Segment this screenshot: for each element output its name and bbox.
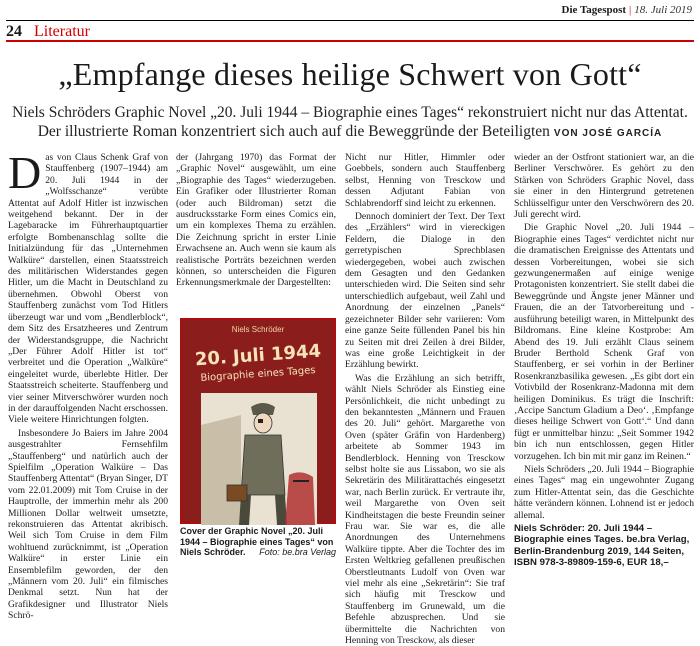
book-cover-image: [180, 318, 336, 524]
officer-uniform: [241, 435, 285, 495]
masthead-separator: |: [629, 4, 632, 16]
cover-illustration: [181, 385, 337, 525]
briefcase: [227, 485, 247, 501]
building-shadow: [201, 415, 241, 525]
paragraph: [8, 147, 168, 426]
section-name: Literatur: [34, 23, 90, 40]
paragraph: Nicht nur Hitler, Himmler oder Goebbels, sondern auch Stauffenberg selbst, Henning von Tresckow und dessen Adjutant Fabian von Schlabrendorff sind leicht zu erkennen.: [345, 152, 505, 209]
photo-credit: Foto: be.bra Verlag: [259, 547, 336, 557]
subhead-line-2-text: Der illustrierte Roman konzentriert sich auch auf die Beweggründe der Beteiligten: [37, 123, 550, 140]
subhead-line-1: Niels Schröders Graphic Novel „20. Juli 1944 – Biographie eines Tages“ rekonstruiert nicht nur das Attentat.: [12, 104, 688, 121]
paragraph-text: as von Claus Schenk Graf von Stauffenberg (1907–1944) am 20. Juli 1944 in der „Wolfsschanze“ verübte Attentat auf Adolf Hitler ist inzwischen weitgehend bekannt. Der in der Lagebaracke im Führerhauptquartier erfolgte Bombenanschlag sollte die Initialzündung für das „Unternehmen Walküre“ darstellen, einen Staatsstreich des militärischen Widerstandes gegen Hitler, um die Macht in Deutschland zu übernehmen. Obwohl Oberst von Stauffenberg zunächst vom Tod Hitlers überzeugt war und vom „Bendlerblock“, dem Sitz des Ersatzheeres und Zentrum der Widerstandsgruppe, die Nachricht „Der Führer Adolf Hitler ist tot“ verbreitet und die Operation „Walküre“ eingeleitet wurde, überlebte Hitler. Der Staatsstreich scheiterte. Stauffenberg und vier seiner Mitverschwörer wurden noch in der darauffolgenden Nacht erschossen. Viele weitere Hinrichtungen folgten.: [8, 152, 168, 426]
caption-text: Cover der Graphic Novel „20. Juli 1944 – Biographie eines Tages“ von Niels Schröder.: [180, 526, 334, 557]
cover-author: Niels Schröder: [231, 325, 285, 334]
paragraph: der (Jahrgang 1970) das Format der „Graphic Novel“ ausgewählt, um eine „Biographie des Tages“ wiederzugeben. Ein Grafiker oder Illustrierter Roman (oder auch Bildroman) setzt die ausdrucksstarke Form eines Comics ein, um ein komplexes Thema zu erzählen. Die Zeichnung spricht in erster Linie Erwachsene an. Auch wenn sie kaum als realistische Porträts bezeichnen werden können, so unterscheiden die Figuren Erkennungsmerkmale der Dargestellten:: [176, 152, 336, 289]
drop-cap: D: [8, 147, 42, 198]
paragraph: Die Graphic Novel „20. Juli 1944 – Biographie eines Tages“ verdichtet nicht nur die dramatischen Ereignisse des Attentats und dessen Vorbereitungen, wobei sie sich gezwungenermaßen auf einige wenige Protagonisten konzentriert. Sie stellt dabei die Beweggründe und Ängste jener Männer und Frauen, die an der Tatvorbereitung und -ausführung beteiligt waren, in Mittelpunkt des Bildromans. Eine kleine Kostprobe: Am Abend des 19. Juli erzählt Claus seinem Bruder Berthold Schenk Graf von Stauffenberg, er sei vorhin in der Berliner Rosenkranzbasilika gewesen. „Es gibt dort ein Votivbild der Rosenkranz-Madonna mit dem heiligen Dominikus. Es trägt die Inschrift: ‚Accipe Sanctum Gladium a Deo‘. ‚Empfange dieses heilige Schwert von Gott‘.“ Und dann fügt er unmittelbar hinzu: „Seit Sommer 1942 bin ich nun entschlossen, gegen Hitler vorzugehen. Ich bin mit mir ganz im Reinen.“: [514, 222, 694, 462]
article-subhead: [0, 103, 700, 143]
image-caption: [180, 526, 336, 558]
cover-subtitle: Biographie eines Tages: [200, 364, 316, 385]
issue-date: 18. Juli 2019: [634, 4, 692, 16]
paragraph: wieder an der Ostfront stationiert war, an die Berliner Verschwörer. Es gehört zu den Stärken von Schröders Graphic Novel, dass sie einer in den Hintergrund getretenen Schlüsselfigur unter den Verschwörern des 20. Juli gerecht wird.: [514, 152, 694, 221]
article-column-1: [8, 147, 168, 622]
masthead: [562, 4, 692, 16]
section-rubric: [6, 20, 694, 42]
cover-title: 20. Juli 1944: [194, 340, 322, 371]
byline: VON JOSÉ GARCÍA: [553, 128, 663, 139]
paragraph: Dennoch dominiert der Text. Der Text des „Erzählers“ wird in viereckigen Feldern, die Dialoge in den gerretypischen Sprechblasen wiedergegeben, wobei auch zwischen dem Gesagten und den Gedanken unterschieden wird. Die Seiten sind sehr unterschiedlich aufgebaut, weil Zahl und Anordnung der einzelnen „Panels“ gezeichneter Bilder sehr variieren: Vom eine ganze Seite füllenden Panel bis hin zu Seiten mit drei Zeilen à drei Bilder, was eine große Leichtigkeit in der Erzählung bewirkt.: [345, 211, 505, 371]
article-headline: „Empfange dieses heilige Schwert von Gott“: [58, 56, 642, 92]
eye-patch: [258, 419, 263, 423]
article-column-4: [514, 152, 694, 569]
article-column-2: [176, 152, 336, 314]
book-info-box: Niels Schröder: 20. Juli 1944 – Biographie eines Tages. be.bra Verlag, Berlin-Brandenburg 2019, 144 Seiten, ISBN 978-3-89809-159-6, EUR 18,–: [514, 523, 690, 569]
publication-name: Die Tagespost: [561, 4, 627, 16]
article-column-3: [345, 152, 505, 646]
paragraph: Niels Schröders „20. Juli 1944 – Biographie eines Tages“ mag ein ungewohnter Zugang zum Hitler-Attentat sein, das die Geschichte hätte verändern können. Lohnend ist er jedoch allemal.: [514, 463, 694, 521]
paragraph: Insbesondere Jo Baiers im Jahre 2004 ausgestrahlter Fernsehfilm „Stauffenberg“ und natürlich auch der Spielfilm „Operation Walküre – Das Stauffenberg Attentat“ (Bryan Singer, DT vom 22.01.2009) mit Tom Cruise in der Hauptrolle, der immerhin mehr als 200 Millionen Dollar weltweit umsetzte, rekonstruieren das Attentat akribisch. Weil sich Tom Cruise in dem Film wohltuend zurücknimmt, ist „Operation Walküre“ in erster Linie ein Ensemblefilm geworden, der den „Männern vom 20. Juli“ ein filmisches Denkmal setzt. Nun hat der Grafikdesigner und Illustrator Niels Schrö-: [8, 427, 168, 622]
paragraph: Was die Erzählung an sich betrifft, wählt Niels Schröder als Einstieg eine Persönlichkeit, die nicht unbedingt zu den bekanntesten „Männern und Frauen des 20. Juli“ gehört. Margarethe von Oven (später Gräfin von Hardenberg) arbeitete ab Sommer 1943 im Bendlerblock. Henning von Tresckow selbst holte sie aus Lissabon, wo sie als Sekretärin des Militärattachés eingesetzt war, nach Berlin zurück. Er vertraute ihr, weil Margarethe von Oven seit Kindheitstagen die beste Freundin seiner Frau war. Sie war es, die alle Anordnungen des Unternehmens Walküre tippte. Aber die Tochter des im Ersten Weltkrieg gefallenen preußischen Oberstleutnants Ludolf von Oven war viel mehr als eine „Sekretärin“: Sie traf sich häufig mit Tresckow und Stauffenberg im Grunewald, um die Befehle abzusprechen. Und sie übermittelte die Nachrichten von Henning von Tresckow, als dieser: [345, 372, 505, 646]
page-number: 24: [6, 23, 22, 40]
subhead-line-2: [0, 122, 700, 143]
